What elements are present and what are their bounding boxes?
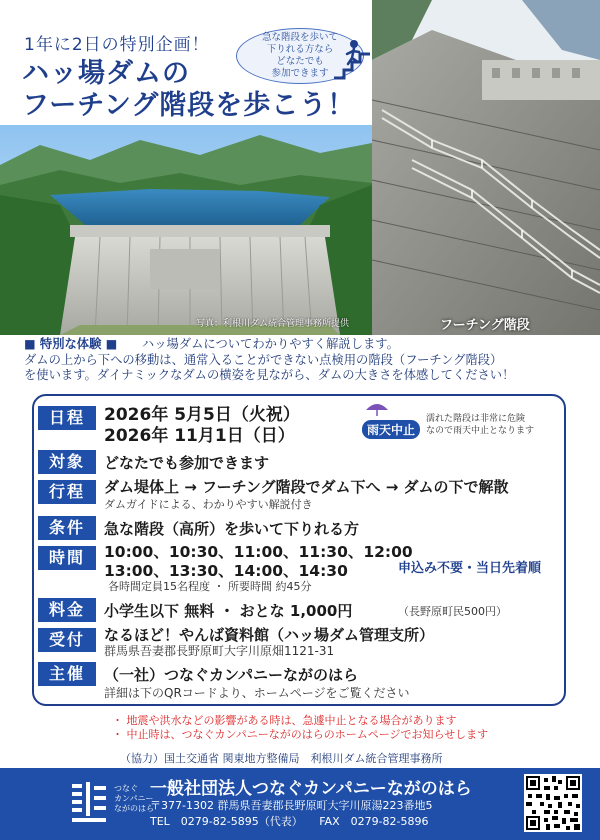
date-1: 2026年 5月5日（火祝） (104, 405, 300, 425)
qr-code-icon (524, 774, 582, 832)
apply-note: 申込み不要・当日先着順 (398, 561, 542, 576)
logo-text-1: つなぐ (114, 784, 138, 793)
condition-value: 急な階段（高所）を歩いて下りれる方 (104, 520, 360, 538)
footer-org-name: 一般社団法人つなぐカンパニーながのはら (150, 779, 472, 799)
reception-label: 受付 (38, 628, 96, 652)
date-label: 日程 (38, 406, 96, 430)
title-line-1: ハッ場ダムの (22, 58, 190, 89)
footing-stairs-caption: フーチング階段 (440, 318, 530, 333)
pre-title: 1年に2日の特別企画！ (24, 35, 210, 55)
host-value: （一社）つなぐカンパニーながのはら (104, 666, 358, 684)
target-value: どなたでも参加できます (104, 454, 270, 472)
fee-sub: （長野原町民500円） (398, 605, 507, 618)
rain-note-1: 濡れた階段は非常に危険 (426, 414, 526, 424)
intro-line-3: を使います。ダイナミックなダムの横姿を見ながら、ダムの大きさを体感してください！ (24, 368, 515, 382)
intro-line-1: ハッ場ダムについてわかりやすく解説します。 (141, 337, 399, 351)
title-line-2: フーチング階段を歩こう！ (22, 90, 356, 121)
time-sub: 各時間定員15名程度 ・ 所要時間 約45分 (108, 580, 312, 593)
org-logo-text (114, 784, 154, 814)
footing-stairs-photo (372, 0, 600, 335)
time-slots-2: 13:00、13:30、14:00、14:30 (104, 562, 348, 580)
time-label: 時間 (38, 546, 96, 570)
route-sub: ダムガイドによる、わかりやすい解説付き (104, 498, 313, 511)
photo-credit: 写真：利根川ダム統合管理事務所提供 (196, 319, 350, 329)
cancellation-notes (112, 714, 488, 742)
host-sub: 詳細は下のQRコードより、ホームページをご覧ください (104, 686, 410, 700)
time-slots-1: 10:00、10:30、11:00、11:30、12:00 (104, 543, 413, 561)
bubble-line-4: 参加できます (271, 68, 329, 79)
footer-address: 〒377-1302 群馬県吾妻郡長野原町大字川原湯223番地5 (150, 799, 433, 812)
intro-heading: ■ 特別な体験 ■ (24, 337, 118, 351)
reception-address: 群馬県吾妻郡長野原町大字川原畑1121-31 (104, 644, 335, 658)
logo-text-3: ながのはら (114, 804, 154, 813)
bubble-line-3: どなたでも (276, 56, 324, 67)
stair-walker-icon (332, 36, 372, 80)
fee-label: 料金 (38, 598, 96, 622)
fee-value: 小学生以下 無料 ・ おとな 1,000円 (104, 602, 353, 620)
dam-photo (0, 125, 372, 335)
cooperation-text: （協力）国土交通省 関東地方整備局 利根川ダム統合管理事務所 (120, 752, 443, 765)
reception-value: なるほど！やんば資料館（ハッ場ダム管理支所） (104, 626, 435, 644)
org-logo-icon (70, 780, 110, 826)
footer-tel-fax: TEL 0279-82-5895（代表） FAX 0279-82-5896 (150, 815, 429, 828)
date-2: 2026年 11月1日（日） (104, 426, 295, 446)
condition-label: 条件 (38, 516, 96, 540)
rain-note (426, 413, 534, 437)
logo-text-2: カンパニー (114, 794, 154, 803)
route-label: 行程 (38, 480, 96, 504)
bubble-line-2: 下りれる方なら (266, 44, 334, 55)
rain-cancel-badge: 雨天中止 (362, 420, 420, 439)
route-value: ダム堤体上 → フーチング階段でダム下へ → ダムの下で解散 (104, 478, 509, 496)
note-2: ・ 中止時は、つなぐカンパニーながのはらのホームページでお知らせします (112, 728, 489, 741)
intro-line-2: ダムの上から下への移動は、通常入ることができない点検用の階段（フーチング階段） (24, 352, 503, 367)
rain-note-2: なので雨天中止となります (426, 426, 535, 436)
bubble-line-1: 急な階段を歩いて (261, 32, 338, 43)
intro-text (24, 337, 584, 384)
note-1: ・ 地震や洪水などの影響がある時は、急遽中止となる場合があります (112, 714, 457, 727)
target-label: 対象 (38, 450, 96, 474)
qr-code[interactable] (524, 774, 582, 832)
host-label: 主催 (38, 662, 96, 686)
